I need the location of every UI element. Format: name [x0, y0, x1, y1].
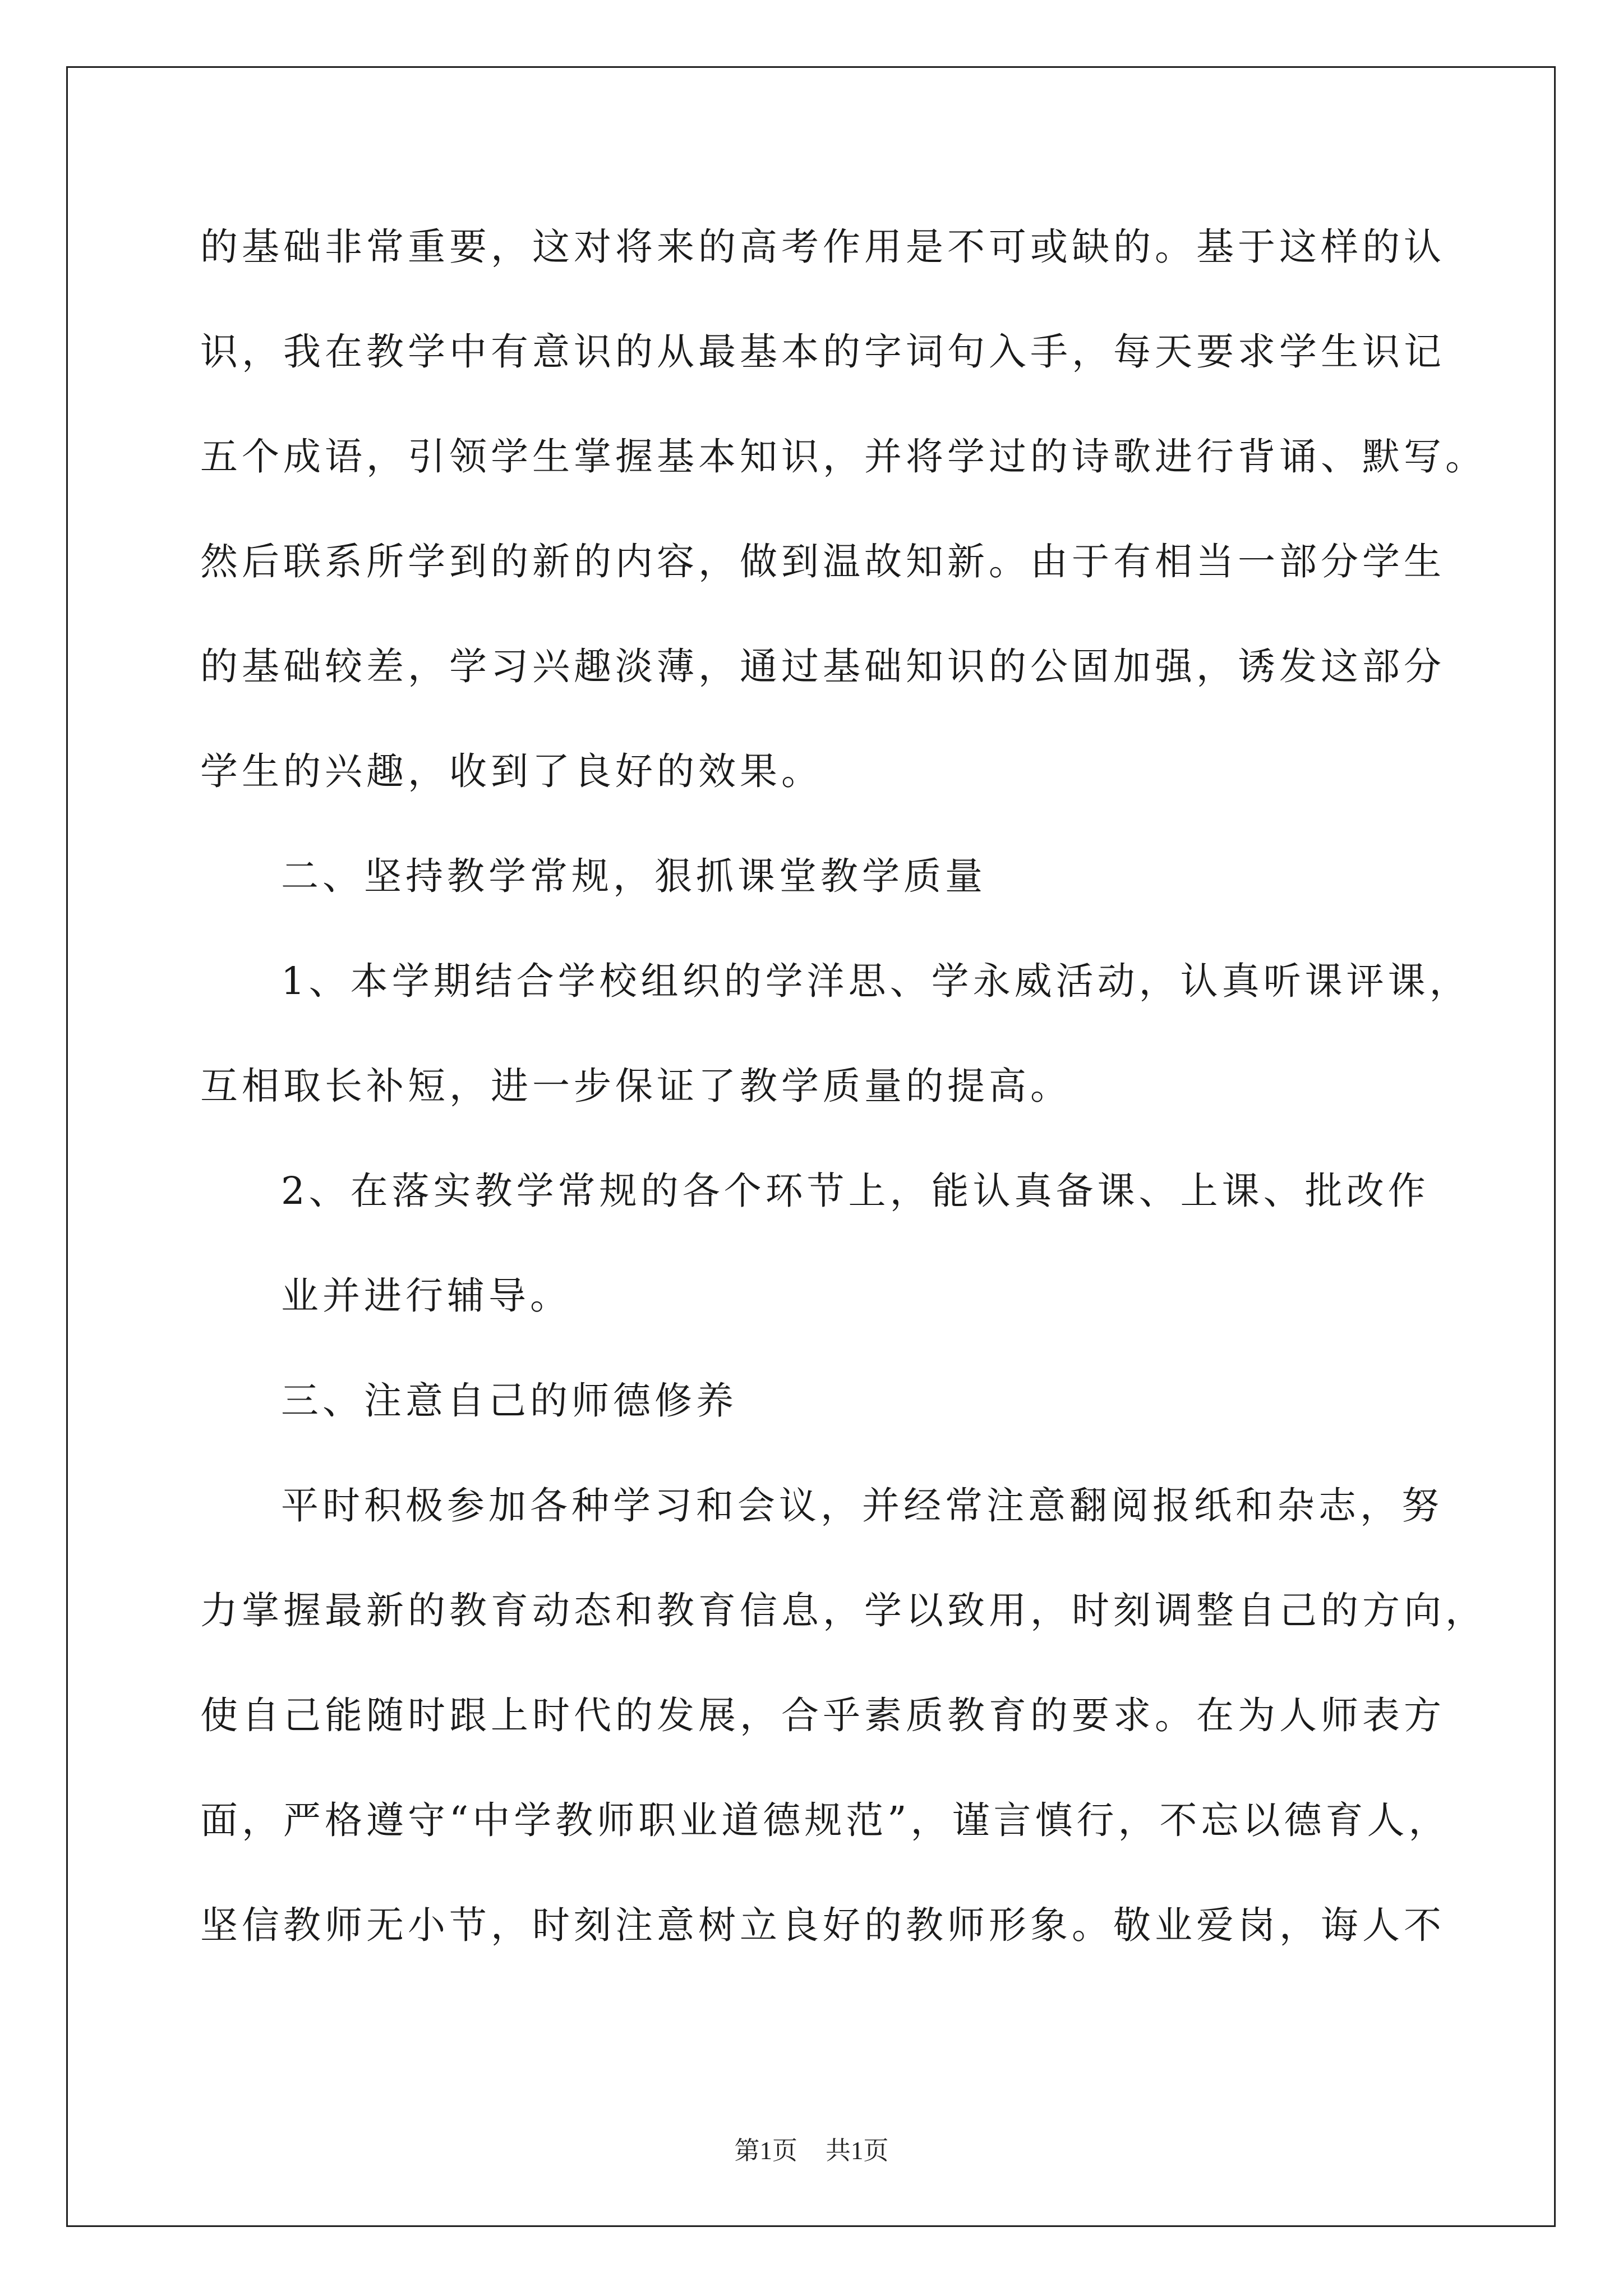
page-footer [0, 2135, 1623, 2166]
page-number: 第1页 [734, 2137, 797, 2165]
body-line: 2、在落实教学常规的各个环节上，能认真备课、上课、批改作 [281, 1169, 1430, 1213]
page-total: 共1页 [826, 2137, 889, 2165]
body-line: 然后联系所学到的新的内容，做到温故知新。由于有相当一部分学生 [200, 540, 1445, 583]
section-heading: 二、坚持教学常规，狠抓课堂教学质量 [281, 854, 986, 898]
body-line: 坚信教师无小节，时刻注意树立良好的教师形象。敬业爱岗，诲人不 [200, 1903, 1445, 1947]
body-line: 平时积极参加各种学习和会议，并经常注意翻阅报纸和杂志，努 [281, 1484, 1443, 1527]
body-line: 面，严格遵守“中学教师职业道德规范”，谨言慎行，不忘以德育人， [200, 1798, 1450, 1842]
body-line: 学生的兴趣，收到了良好的效果。 [200, 749, 823, 793]
body-line: 五个成语，引领学生掌握基本知识，并将学过的诗歌进行背诵、默写。 [200, 435, 1487, 478]
body-line: 的基础较差，学习兴趣淡薄，通过基础知识的公固加强，诱发这部分 [200, 645, 1445, 688]
body-line: 1、本学期结合学校组织的学洋思、学永威活动，认真听课评课， [281, 959, 1471, 1003]
body-line: 使自己能随时跟上时代的发展，合乎素质教育的要求。在为人师表方 [200, 1694, 1445, 1737]
body-line: 识，我在教学中有意识的从最基本的字词句入手，每天要求学生识记 [200, 330, 1445, 374]
body-line: 业并进行辅导。 [281, 1274, 571, 1318]
body-line: 力掌握最新的教育动态和教育信息，学以致用，时刻调整自己的方向， [200, 1589, 1487, 1632]
body-line: 互相取长补短，进一步保证了教学质量的提高。 [200, 1064, 1072, 1108]
body-line: 的基础非常重要，这对将来的高考作用是不可或缺的。基于这样的认 [200, 225, 1445, 269]
section-heading: 三、注意自己的师德修养 [281, 1379, 737, 1423]
